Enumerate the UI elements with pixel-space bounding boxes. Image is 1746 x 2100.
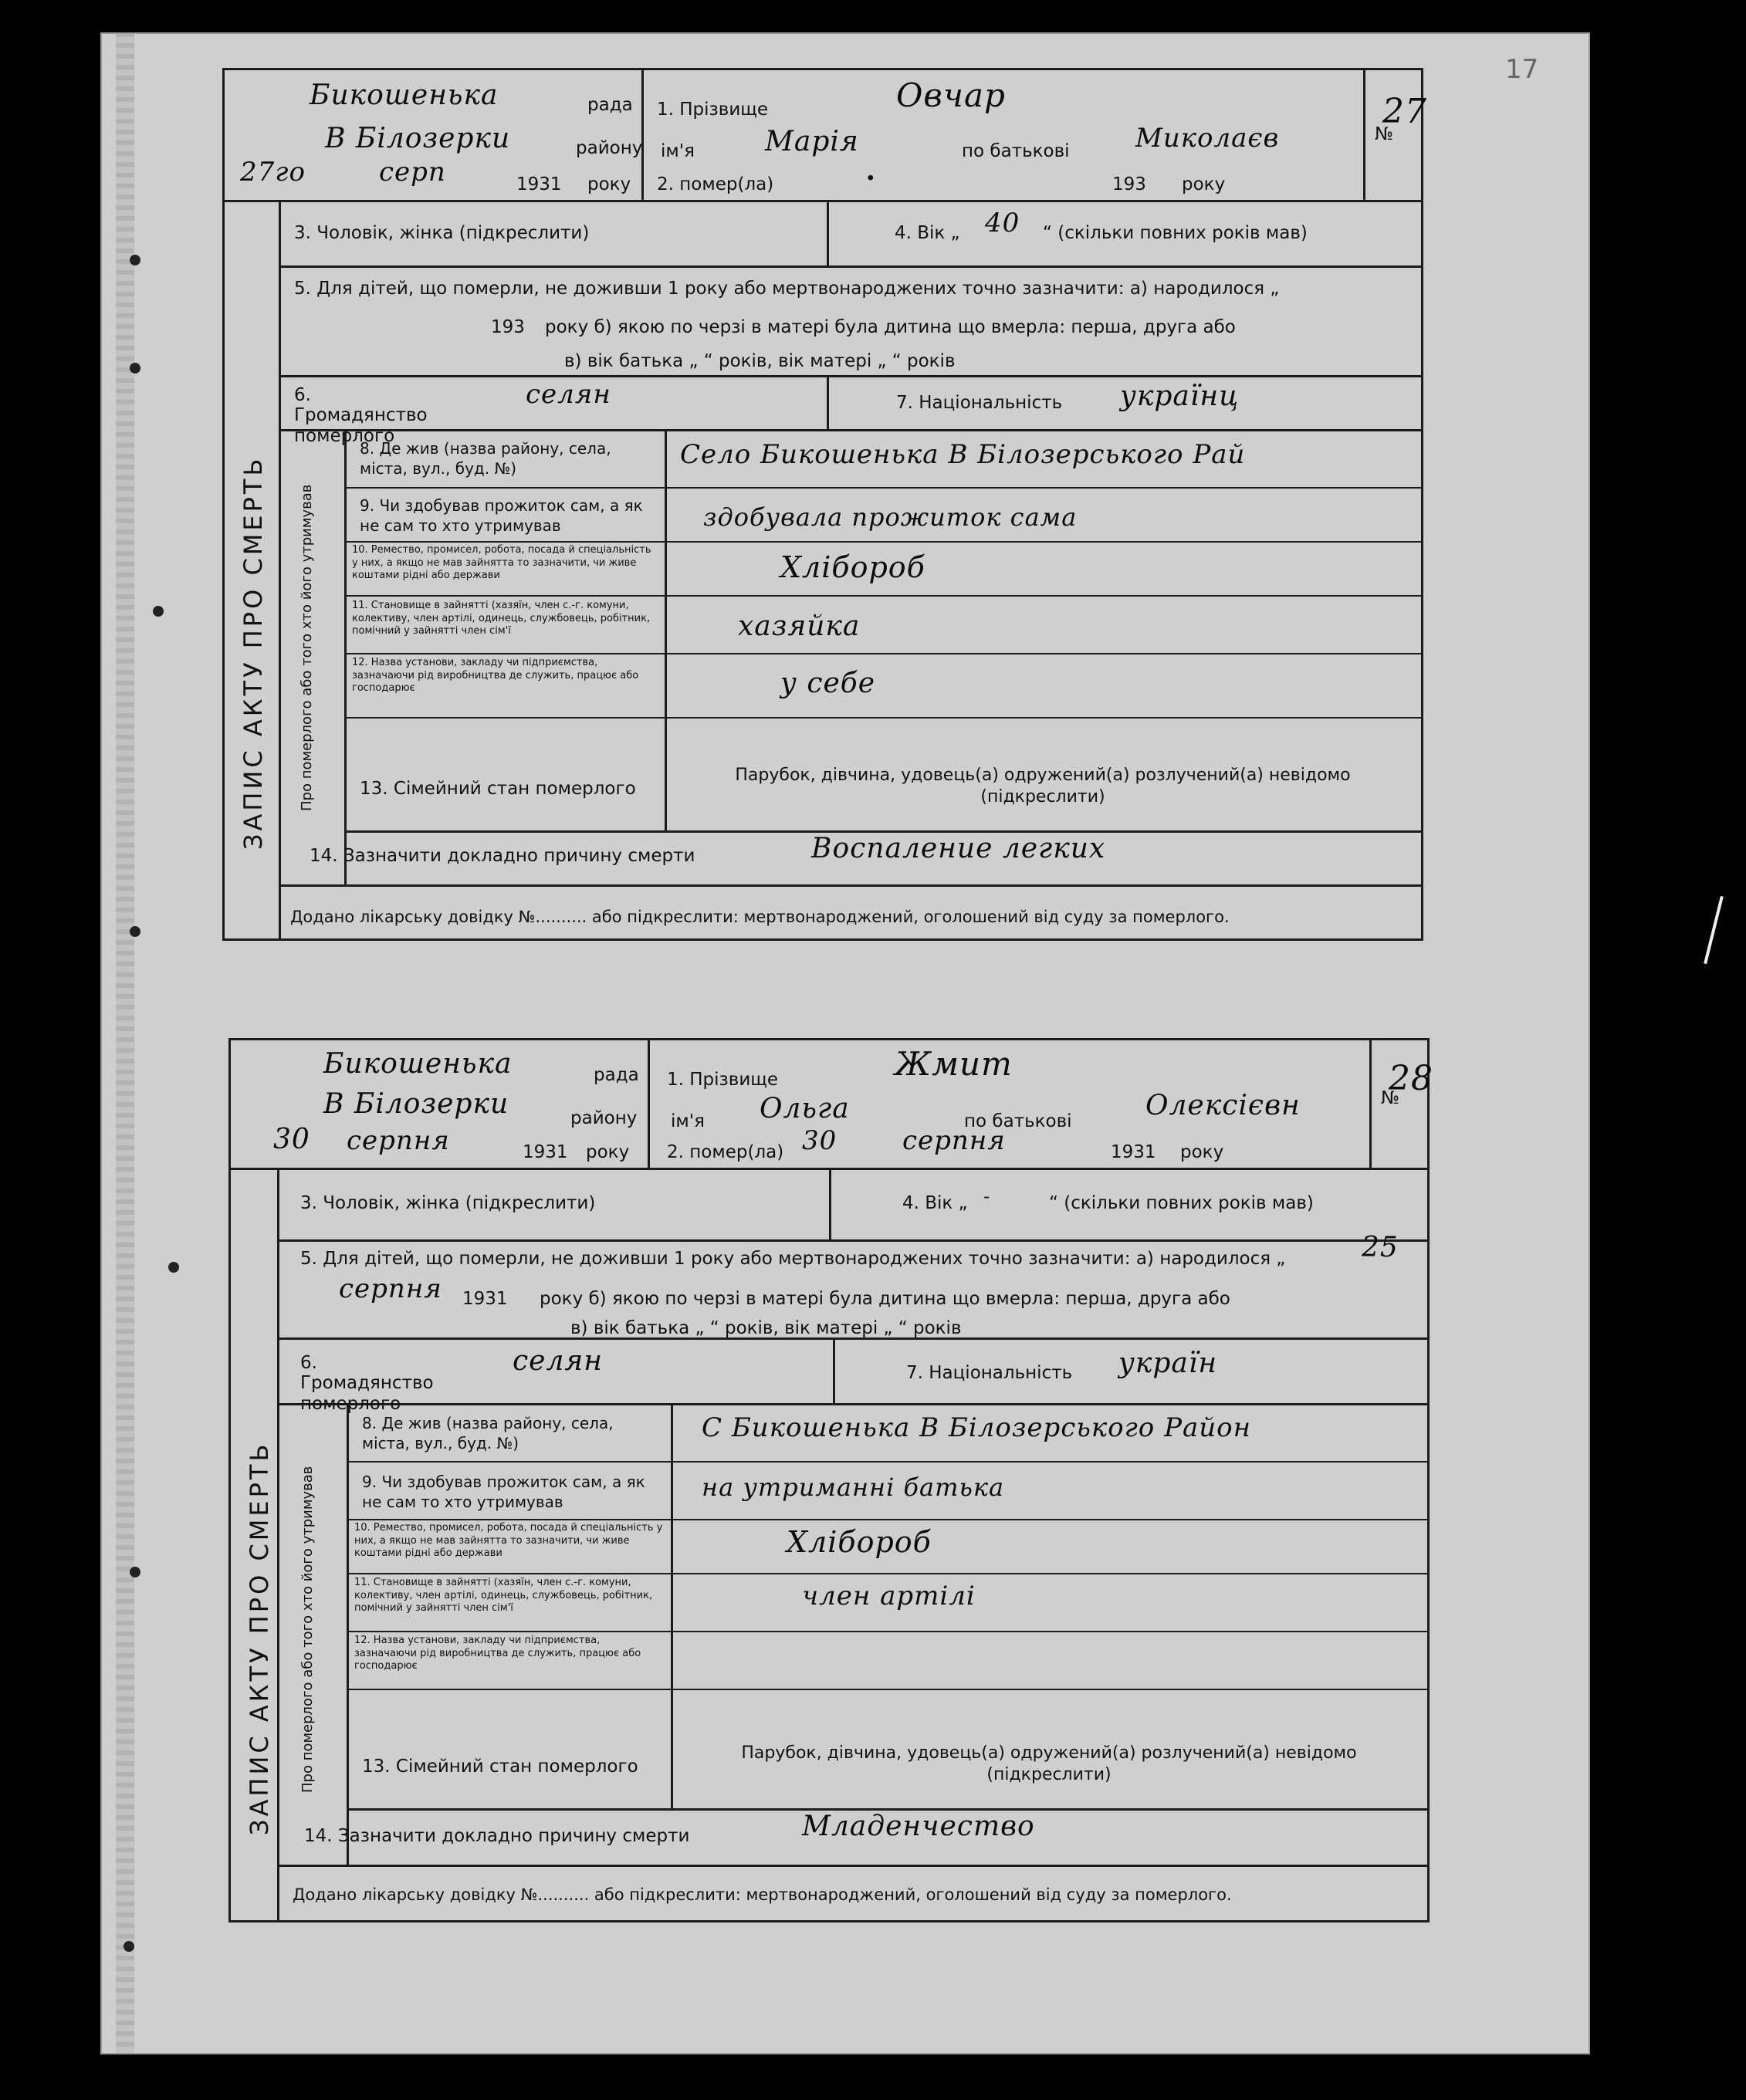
record-date-month: серпня [347, 1125, 450, 1156]
number-label: № [1375, 124, 1393, 144]
council-label: рада [587, 95, 633, 115]
nationality-label: 7. Національність [906, 1363, 1073, 1383]
surname-value: Жмит [895, 1045, 1013, 1083]
children-line-2: року б) якою по черзі в матері була дитина що вмерла: перша, друга або [545, 317, 1236, 337]
residence-value: С Бикошенька В Білозерського Район [702, 1412, 1251, 1443]
council-label: рада [594, 1065, 639, 1085]
marital-label: 13. Сімейний стан померлого [362, 1757, 638, 1777]
occupation-label: 10. Ремество, промисел, робота, посада й спеціальність у них, а якщо не мав зайнятта то зазначити, чи живе коштами рідні або держави [352, 544, 651, 582]
death-record-card-1 [222, 68, 1427, 941]
binding-hole [124, 1941, 134, 1952]
residence-label: 8. Де жив (назва району, села, міста, вул., буд. №) [362, 1414, 614, 1452]
children-born: 25 [1362, 1232, 1399, 1263]
age-suffix: “ (скільки повних років мав) [1049, 1193, 1314, 1213]
livelihood-label: 9. Чи здобував прожиток сам, а як не сам то хто утримував [360, 496, 643, 535]
position-label: 11. Становище в зайнятті (хазяїн, член с.-г. комуни, колективу, член артілі, одинець, службовець, робітник, помічний у зайнятті член сім'ї [352, 600, 651, 637]
certificate-line: Додано лікарську довідку №.......... або підкреслити: мертвонароджений, оголошений від суду за померлого. [290, 908, 1230, 926]
cause-value: Воспаление легких [811, 833, 1106, 864]
children-line-3: в) вік батька „ “ років, вік матері „ “ років [564, 351, 956, 371]
died-day: • [865, 169, 876, 189]
record-date-day: 27го [240, 157, 306, 188]
name-value: Марія [765, 126, 859, 157]
nationality-value: україн [1118, 1348, 1218, 1379]
died-month: серпня [902, 1125, 1006, 1156]
died-label: 2. помер(ла) [667, 1142, 784, 1162]
record-year: 1931 [523, 1142, 568, 1162]
residence-label: 8. Де жив (назва району, села, міста, вул., буд. №) [360, 439, 611, 478]
children-line-1: 5. Для дітей, що померли, не доживши 1 року або мертвонароджених точно зазначити: а) народилося „ [300, 1249, 1286, 1269]
certificate-line: Додано лікарську довідку №.......... або підкреслити: мертвонароджений, оголошений від суду за померлого. [293, 1885, 1232, 1904]
nationality-value: українц [1120, 380, 1240, 412]
name-label: ім'я [671, 1111, 705, 1131]
position-label: 11. Становище в зайнятті (хазяїн, член с.-г. комуни, колективу, член артілі, одинець, службовець, робітник, помічний у зайнятті член сім'ї [354, 1577, 653, 1615]
citizenship-label: 6. Громадянство померлого [300, 1353, 434, 1414]
name-value: Ольга [760, 1093, 850, 1124]
binding-hole [168, 1262, 179, 1273]
cause-value: Младенчество [802, 1811, 1035, 1842]
side-subtitle: Про померлого або того хто його утримував [299, 1466, 316, 1793]
cause-label: 14. Зазначити докладно причину смерти [310, 846, 695, 866]
binding-hole [130, 255, 140, 265]
children-born-month: серпня [339, 1273, 442, 1304]
year-label: року [587, 174, 631, 194]
surname-label: 1. Прізвище [667, 1070, 779, 1090]
livelihood-value: здобувала прожиток сама [703, 502, 1078, 532]
district-name: В Білозерки [325, 123, 511, 154]
position-value: хазяйка [738, 610, 861, 642]
marital-options: Парубок, дівчина, удовець(а) одружений(а) розлучений(а) невідомо (підкреслити) [741, 1743, 1357, 1785]
cause-label: 14. Зазначити докладно причину смерти [304, 1826, 690, 1846]
binding-hole [130, 1567, 140, 1578]
record-number: 27 [1382, 92, 1427, 131]
sheet-number: 17 [1505, 54, 1539, 85]
binding-edge [116, 32, 134, 2054]
livelihood-value: на утриманні батька [702, 1473, 1005, 1502]
died-label: 2. помер(ла) [657, 174, 774, 194]
side-title: ЗАПИС АКТУ ПРО СМЕРТЬ [239, 455, 268, 850]
district-label: району [576, 138, 643, 158]
patronymic-label: по батькові [962, 141, 1070, 161]
marital-label: 13. Сімейний стан померлого [360, 779, 636, 799]
died-year: 1931 [1111, 1142, 1156, 1162]
record-number: 28 [1389, 1059, 1433, 1098]
record-year: 1931 [516, 174, 562, 194]
side-subtitle: Про померлого або того хто його утримував [299, 484, 315, 811]
sex-label: 3. Чоловік, жінка (підкреслити) [294, 223, 590, 243]
died-year-label: року [1182, 174, 1226, 194]
citizenship-value: селян [513, 1345, 603, 1377]
children-line-3: в) вік батька „ “ років, вік матері „ “ років [570, 1318, 962, 1338]
occupation-value: Хлібороб [780, 550, 925, 584]
patronymic-value: Миколаєв [1135, 123, 1280, 154]
occupation-label: 10. Ремество, промисел, робота, посада й спеціальність у них, а якщо не мав зайнятта то зазначити, чи живе коштами рідні або держави [354, 1522, 663, 1560]
occupation-value: Хлібороб [787, 1525, 932, 1559]
age-label: 4. Вік „ [895, 223, 960, 243]
workplace-value: у себе [780, 668, 876, 699]
death-record-card-2 [228, 1038, 1433, 1922]
number-label: № [1381, 1088, 1399, 1108]
residence-value: Село Бикошенька В Білозерського Рай [680, 439, 1246, 470]
binding-hole [130, 926, 140, 937]
children-year: 1931 [462, 1289, 508, 1309]
citizenship-value: селян [526, 379, 611, 410]
age-label: 4. Вік „ [902, 1193, 968, 1213]
record-date-day: 30 [273, 1124, 310, 1155]
age-suffix: “ (скільки повних років мав) [1043, 223, 1308, 243]
name-label: ім'я [661, 141, 695, 161]
children-line-2: року б) якою по черзі в матері була дитина що вмерла: перша, друга або [540, 1289, 1230, 1309]
livelihood-label: 9. Чи здобував прожиток сам, а як не сам то хто утримував [362, 1473, 645, 1511]
died-year: 193 [1112, 174, 1146, 194]
district-label: району [570, 1108, 638, 1128]
children-year: 193 [491, 317, 525, 337]
binding-hole [130, 363, 140, 374]
died-day: 30 [802, 1125, 837, 1156]
marital-options: Парубок, дівчина, удовець(а) одружений(а) розлучений(а) невідомо (підкреслити) [735, 766, 1351, 807]
workplace-label: 12. Назва установи, закладу чи підприємства, зазначаючи рід виробництва де служить, працює або господарює [352, 657, 639, 695]
age-value: 40 [985, 208, 1020, 238]
citizenship-label: 6. Громадянство померлого [294, 385, 428, 446]
edge-mark [1704, 896, 1724, 964]
died-year-label: року [1180, 1142, 1224, 1162]
position-value: член артілі [802, 1581, 976, 1611]
council-name: Бикошенька [310, 79, 499, 111]
council-name: Бикошенька [323, 1048, 513, 1080]
nationality-label: 7. Національність [896, 393, 1063, 413]
patronymic-value: Олексієвн [1145, 1090, 1301, 1121]
year-label: року [586, 1142, 630, 1162]
side-title: ЗАПИС АКТУ ПРО СМЕРТЬ [245, 1441, 274, 1835]
record-date-month: серп [379, 157, 446, 188]
sex-label: 3. Чоловік, жінка (підкреслити) [300, 1193, 596, 1213]
age-value: - [983, 1187, 990, 1207]
children-line-1: 5. Для дітей, що померли, не доживши 1 року або мертвонароджених точно зазначити: а) народилося „ [294, 279, 1280, 299]
surname-value: Овчар [896, 76, 1006, 114]
surname-label: 1. Прізвище [657, 100, 769, 120]
binding-hole [153, 606, 164, 617]
workplace-label: 12. Назва установи, закладу чи підприємства, зазначаючи рід виробництва де служить, працює або господарює [354, 1635, 641, 1672]
patronymic-label: по батькові [964, 1111, 1072, 1131]
district-name: В Білозерки [323, 1088, 509, 1120]
